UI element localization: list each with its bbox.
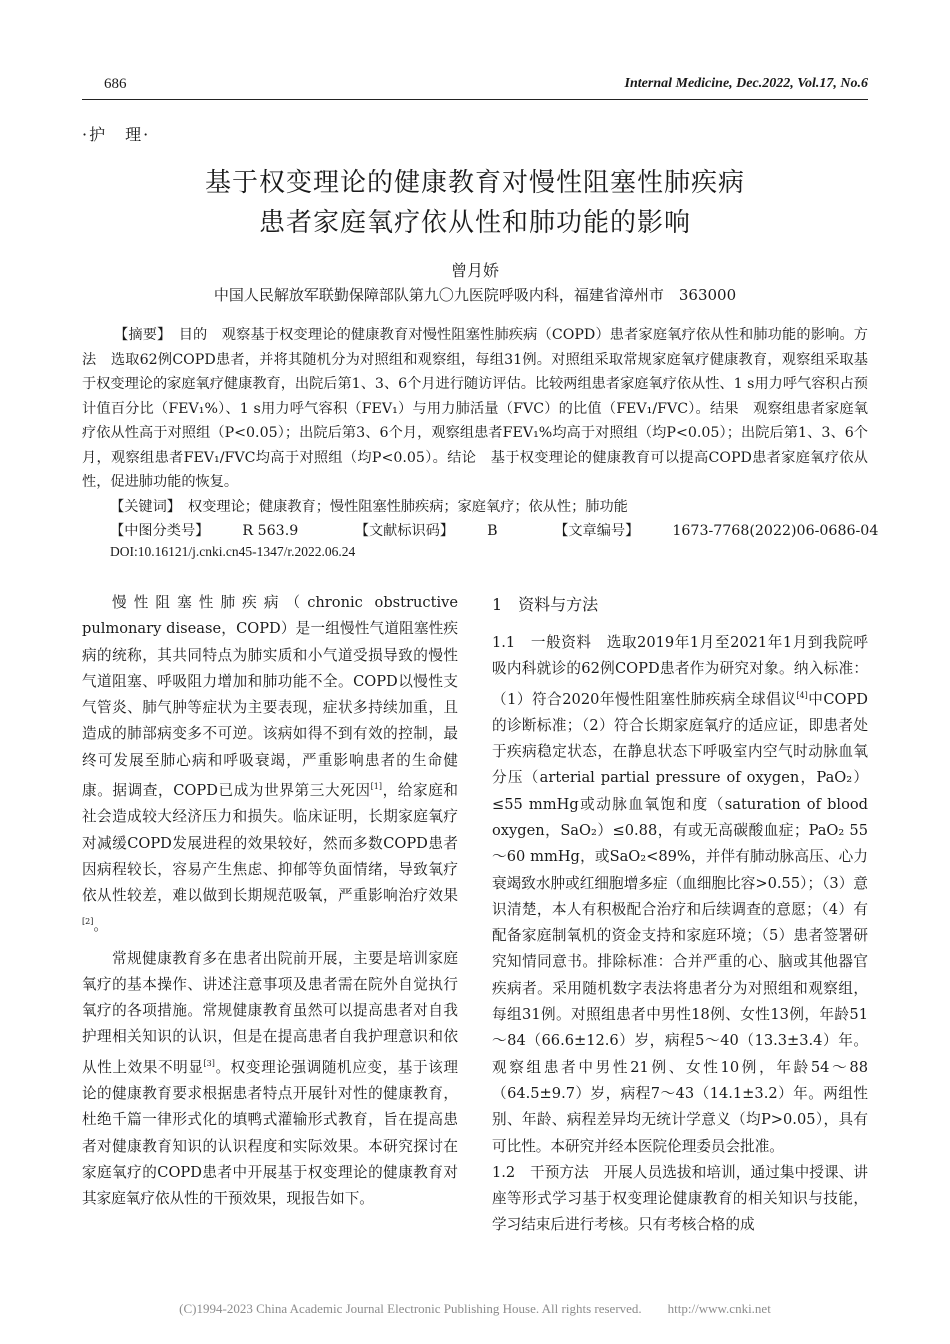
- keywords-label: 【关键词】: [110, 499, 174, 515]
- citation-1: [1]: [370, 782, 382, 792]
- abstract-label: 【摘要】: [114, 327, 165, 343]
- doi: DOI:10.16121/j.cnki.cn45-1347/r.2022.06.24: [110, 544, 356, 559]
- intro-text-2b: 。权变理论强调随机应变，基于该理论的健康教育要求根据患者特点开展针对性的健康教育，杜绝千篇一律形式化的填鸭式灌输形式教育，旨在提高患者对健康教育知识的认识程度和实际效果。本研究探讨在家庭氧疗的COPD患者中开展基于权变理论的健康教育对其家庭氧疗依从性的干预效果，现报告如下。: [82, 1058, 458, 1208]
- subsection-text-1-1b: 中COPD的诊断标准；（2）符合长期家庭氧疗的适应证，即患者处于疾病稳定状态，在静息状态下呼吸室内空气时动脉血氧分压（arterial partial pressure of oxygen，PaO₂）≤55 mmHg或动脉血氧饱和度（saturation of blood oxygen，SaO₂）≤0.88，有或无高碳酸血症；PaO₂ 55～60 mmHg，或SaO₂<89%，并伴有肺动脉高压、心力衰竭致水肿或红细胞增多症（血细胞比容>0.55）；（3）意识清楚，本人有积极配合治疗和后续调查的意愿；（4）有配备家庭制氧机的资金支持和家庭环境；（5）患者签署研究知情同意书。排除标准：合并严重的心、脑或其他器官疾病者。采用随机数字表法将患者分为对照组和观察组，每组31例。对照组患者中男性18例、女性13例，年龄51～84（66.6±12.6）岁，病程5～40（13.3±3.4）年。观察组患者中男性21例、女性10例，年龄54～88（64.5±9.7）岁，病程7～43（14.1±3.2）年。两组性别、年龄、病程差异均无统计学意义（均P>0.05），具有可比性。本研究并经本医院伦理委员会批准。: [492, 690, 868, 1155]
- intro-paragraph-1: [82, 590, 458, 940]
- article-title-line-1: 基于权变理论的健康教育对慢性阻塞性肺疾病: [204, 168, 745, 198]
- right-column: [492, 590, 868, 1239]
- subsection-heading-1-1: 1.1 一般资料: [492, 634, 592, 651]
- article-number-label: 【文章编号】: [554, 523, 633, 539]
- affiliation: 中国人民解放军联勤保障部队第九〇九医院呼吸内科，福建省漳州市 363000: [213, 286, 737, 304]
- intro-paragraph-2: [82, 946, 458, 1213]
- author-name: 曾月娇: [450, 261, 499, 280]
- clc-label: 【中图分类号】: [110, 523, 203, 539]
- citation-4: [4]: [796, 690, 808, 700]
- subsection-general-data: [492, 630, 868, 1160]
- journal-reference: Internal Medicine, Dec.2022, Vol.17, No.6: [624, 76, 868, 91]
- intro-text-2a: 常规健康教育多在患者出院前开展，主要是培训家庭氧疗的基本操作、讲述注意事项及患者需在院外自觉执行氧疗的各项措施。常规健康教育虽然可以提高患者对自我护理相关知识的认识，但是在提高患者自我护理意识和依从性上效果不明显: [82, 949, 458, 1076]
- intro-text-1a: 慢性阻塞性肺疾病（chronic obstructive pulmonary disease，COPD）是一组慢性气道阻塞性疾病的统称，其共同特点为肺实质和小气道受损导致的慢性气道阻塞、呼吸阻力增加和肺功能不全。COPD以慢性支气管炎、肺气肿等症状为主要表现，症状多持续加重，且造成的肺部病变多不可逆。该病如得不到有效的控制，最终可发展至肺心病和呼吸衰竭，严重影响患者的生命健康。据调查，COPD已成为世界第三大死因: [82, 594, 458, 799]
- doc-code-label: 【文献标识码】: [354, 523, 447, 539]
- article-title-line-2: 患者家庭氧疗依从性和肺功能的影响: [258, 208, 691, 238]
- page-number: 686: [104, 76, 127, 92]
- subsection-heading-1-2: 1.2 干预方法: [492, 1163, 589, 1181]
- section-heading-methods: 1 资料与方法: [492, 595, 599, 614]
- left-column: [82, 590, 458, 1212]
- clc-value: R 563.9: [242, 523, 299, 539]
- copyright-footer: (C)1994-2023 China Academic Journal Electronic Publishing House. All rights reserved. http://www.cnki.net: [179, 1301, 771, 1316]
- keywords: [110, 496, 628, 516]
- citation-2: [2]: [82, 917, 94, 927]
- classification-line: [110, 520, 930, 540]
- article-number-value: 1673-7768(2022)06-0686-04: [672, 523, 879, 539]
- header-rule: [82, 99, 868, 100]
- intro-text-1c: 。: [93, 917, 108, 935]
- subsection-text-1-2: 开展人员选拔和培训，通过集中授课、讲座等形式学习基于权变理论健康教育的相关知识与技能，学习结束后进行考核。只有考核合格的成: [492, 1163, 868, 1234]
- subsection-intervention: [492, 1160, 868, 1239]
- subsection-text-1-1a: 选取2019年1月至2021年1月到我院呼吸内科就诊的62例COPD患者作为研究对象。纳入标准：（1）符合2020年慢性阻塞性肺疾病全球倡议: [492, 634, 868, 708]
- doc-code-value: B: [487, 523, 498, 539]
- keywords-text: 权变理论；健康教育；慢性阻塞性肺疾病；家庭氧疗；依从性；肺功能: [188, 499, 628, 515]
- citation-3: [3]: [203, 1058, 215, 1068]
- intro-text-1b: ，给家庭和社会造成较大经济压力和损失。临床证明，长期家庭氧疗对减缓COPD发展进程的效果较好，然而多数COPD患者因病程较长，容易产生焦虑、抑郁等负面情绪，导致氧疗依从性较差，难以做到长期规范吸氧，严重影响治疗效果: [82, 781, 458, 905]
- abstract-text: 目的 观察基于权变理论的健康教育对慢性阻塞性肺疾病（COPD）患者家庭氧疗依从性和肺功能的影响。方法 选取62例COPD患者，并将其随机分为对照组和观察组，每组31例。对照组采取常规家庭氧疗健康教育，观察组采取基于权变理论的家庭氧疗健康教育，出院后第1、3、6个月进行随访评估。比较两组患者家庭氧疗依从性、1 s用力呼气容积占预计值百分比（FEV₁%）、1 s用力呼气容积（FEV₁）与用力肺活量（FVC）的比值（FEV₁/FVC）。结果 观察组患者家庭氧疗依从性高于对照组（P<0.05）；出院后第3、6个月，观察组患者FEV₁%均高于对照组（均P<0.05）；出院后第1、3、6个月，观察组患者FEV₁/FVC均高于对照组（均P<0.05）。结论 基于权变理论的健康教育可以提高COPD患者家庭氧疗依从性，促进肺功能的恢复。: [82, 327, 868, 490]
- abstract: [82, 323, 868, 495]
- section-tag: ·护 理·: [82, 125, 151, 144]
